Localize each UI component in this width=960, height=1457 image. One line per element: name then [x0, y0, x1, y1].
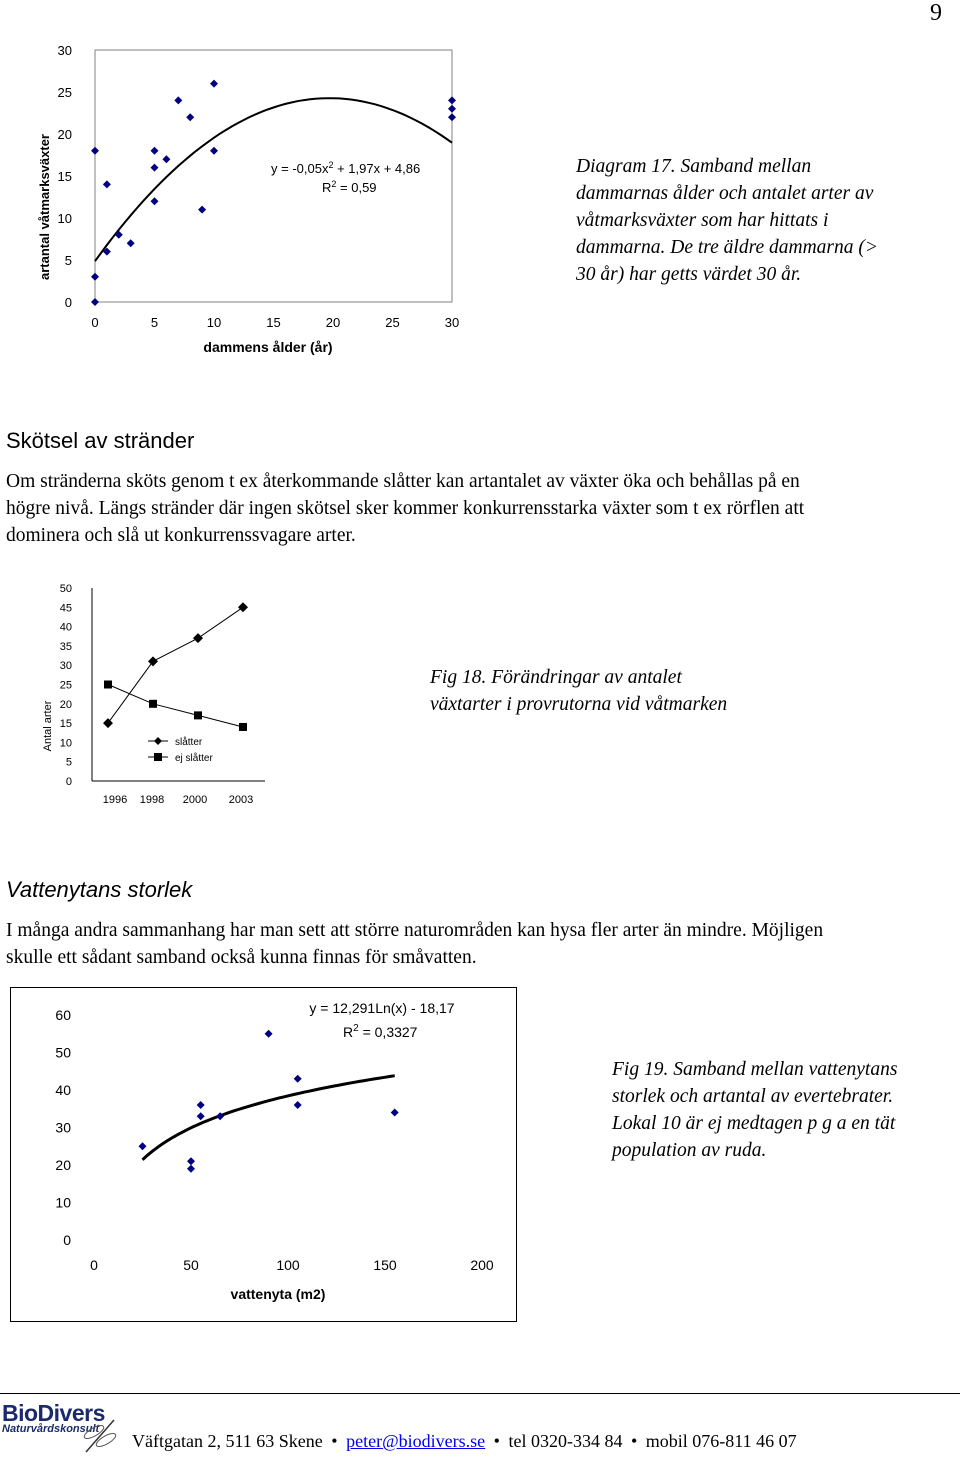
area-species-chart: [10, 987, 520, 1323]
caption-line: växtarter i provrutorna vid våtmarken: [430, 694, 728, 715]
plot-area: [95, 50, 452, 302]
caption-line: Diagram 17. Samband mellan: [576, 156, 812, 177]
footer-divider: [0, 1393, 960, 1394]
x-tick-label: 25: [385, 315, 400, 330]
data-point: [103, 718, 113, 728]
x-tick-label: 15: [266, 315, 281, 330]
y-tick-label: 20: [59, 698, 72, 711]
x-tick-label: 50: [183, 1257, 199, 1273]
data-point: [294, 1075, 302, 1083]
paragraph-line: skulle ett sådant samband också kunna finnas för småvatten.: [6, 947, 477, 968]
data-point: [448, 96, 456, 104]
water-size-paragraph: [6, 917, 823, 971]
shore-care-paragraph: [6, 468, 804, 549]
data-point: [127, 239, 135, 247]
y-tick-label: 20: [55, 1157, 71, 1173]
y-tick-label: 30: [55, 1119, 71, 1136]
chart3-xlabel: vattenyta (m2): [230, 1286, 326, 1302]
y-tick-label: 15: [59, 718, 72, 731]
legend-label: ej slåtter: [175, 753, 213, 764]
chart1-r2-value: = 0,59: [336, 180, 377, 195]
paragraph-line: I många andra sammanhang har man sett att större naturområden kan hysa fler arter än mindre. Möjligen: [6, 920, 824, 941]
logo-main-text: BioDivers: [2, 1400, 105, 1426]
data-point: [174, 96, 182, 104]
page-number: 9: [930, 0, 942, 26]
caption-line: 30 år) har getts värdet 30 år.: [576, 264, 802, 285]
dragonfly-icon: [80, 1414, 120, 1456]
species-change-chart: [30, 576, 280, 816]
caption-line: dammarnas ålder och antalet arter av: [576, 183, 874, 204]
y-tick-label: 25: [57, 85, 72, 100]
data-point: [194, 711, 202, 719]
x-tick-label: 20: [325, 315, 341, 330]
paragraph-line: dominera och slå ut konkurrenssvagare arter.: [6, 525, 356, 546]
legend-marker: [154, 753, 162, 761]
x-tick-label: 200: [470, 1257, 494, 1273]
data-point: [91, 298, 99, 306]
data-point: [148, 656, 158, 666]
y-tick-label: 30: [57, 43, 72, 58]
legend: [148, 736, 213, 764]
data-point: [186, 113, 194, 121]
fig18-caption: [430, 664, 727, 718]
x-tick-label: 2000: [182, 794, 208, 806]
y-tick-label: 30: [59, 660, 72, 673]
data-point: [91, 273, 99, 281]
paragraph-line: Om stränderna sköts genom t ex återkommande slåtter kan artantalet av växter öka och behållas på en: [6, 471, 800, 492]
y-tick-label: 10: [59, 737, 72, 750]
y-tick-label: 0: [64, 295, 72, 310]
y-tick-label: 20: [57, 127, 72, 142]
data-point: [448, 105, 456, 113]
chart1-r2-sup: 2: [331, 179, 337, 189]
footer-mobile: mobil 076-811 46 07: [645, 1431, 797, 1451]
data-point: [197, 1101, 205, 1109]
age-species-chart: [0, 30, 480, 360]
chart1-eq-tail: + 1,97x + 4,86: [333, 161, 421, 176]
x-tick-label: 5: [150, 315, 159, 330]
y-tick-label: 50: [59, 583, 72, 595]
y-tick-label: 40: [55, 1082, 71, 1098]
y-tick-label: 0: [65, 776, 72, 788]
footer-address: Väftgatan 2, 511 63 Skene: [132, 1431, 323, 1451]
data-point: [149, 700, 157, 708]
bullet-separator: •: [493, 1431, 500, 1451]
y-tick-label: 45: [59, 602, 72, 615]
section-heading-water-size: Vattenytans storlek: [6, 877, 193, 902]
chart3-r2-value: = 0,3327: [358, 1024, 418, 1040]
x-tick-label: 0: [90, 1257, 98, 1273]
data-point: [139, 1142, 147, 1150]
data-point: [162, 155, 170, 163]
trendline: [95, 98, 452, 261]
chart3-r2: [343, 1023, 418, 1040]
data-point: [197, 1112, 205, 1120]
chart1-ylabel: artantal våtmarksväxter: [37, 134, 52, 280]
chart2-ylabel: Antal arter: [42, 700, 54, 752]
chart1-equation: [271, 160, 420, 176]
x-tick-label: 10: [206, 315, 222, 330]
bullet-separator: •: [331, 1431, 338, 1451]
caption-line: dammarna. De tre äldre dammarna (>: [576, 237, 879, 258]
bullet-separator: •: [630, 1431, 638, 1451]
x-tick-label: 30: [444, 315, 460, 330]
x-tick-label: 2003: [228, 794, 254, 806]
y-tick-label: 15: [57, 169, 72, 184]
trendline: [143, 1076, 395, 1160]
section-heading-shore-care: Skötsel av stränder: [6, 428, 195, 453]
data-point: [193, 633, 203, 643]
data-point: [210, 147, 218, 155]
data-point: [265, 1030, 273, 1038]
x-tick-label: 150: [373, 1257, 397, 1273]
series-line: [108, 685, 243, 728]
y-tick-label: 10: [57, 211, 72, 226]
y-tick-label: 10: [55, 1194, 71, 1211]
biodivers-logo: [2, 1400, 105, 1435]
chart1-r2-prefix: R: [322, 180, 332, 195]
data-point: [448, 113, 456, 121]
diagram17-caption: [576, 153, 878, 288]
y-tick-label: 40: [59, 621, 72, 634]
y-tick-label: 35: [59, 640, 72, 653]
chart1-r2: [322, 179, 377, 195]
x-tick-label: 1996: [102, 794, 128, 806]
paragraph-line: högre nivå. Längs stränder där ingen skötsel sker kommer konkurrensstarka växter som t ex rörflen att: [6, 498, 805, 519]
y-tick-label: 5: [64, 253, 72, 268]
footer-contact: [132, 1431, 797, 1452]
chart1-eq-sup: 2: [328, 160, 334, 170]
data-point: [151, 147, 159, 155]
caption-line: Fig 19. Samband mellan vattenytans: [612, 1059, 898, 1080]
chart3-frame: [11, 988, 517, 1322]
data-point: [103, 180, 111, 188]
series-line: [108, 607, 243, 723]
data-point: [151, 197, 159, 205]
data-point: [91, 147, 99, 155]
chart1-eq-main: y = -0,05x: [271, 161, 329, 176]
y-tick-label: 50: [55, 1044, 71, 1061]
y-tick-label: 5: [65, 756, 72, 769]
data-point: [391, 1109, 399, 1117]
caption-line: våtmarksväxter som har hittats i: [576, 210, 829, 231]
logo-sub-text: Naturvårdskonsult: [2, 1423, 100, 1435]
data-point: [239, 723, 247, 731]
footer-phone: tel 0320-334 84: [508, 1431, 623, 1451]
data-point: [104, 681, 112, 689]
data-point: [187, 1157, 195, 1165]
y-tick-label: 0: [63, 1232, 71, 1248]
legend-label: slåtter: [175, 737, 203, 748]
x-tick-label: 100: [276, 1257, 300, 1273]
caption-line: storlek och artantal av evertebrater.: [612, 1086, 894, 1107]
data-point: [187, 1165, 195, 1173]
chart3-r2-sup: 2: [353, 1023, 359, 1034]
data-point: [198, 206, 206, 214]
fig19-caption: [612, 1056, 897, 1164]
legend-marker: [154, 737, 162, 745]
data-point: [294, 1101, 302, 1109]
y-tick-label: 60: [55, 1007, 71, 1023]
data-point: [151, 164, 159, 172]
caption-line: population av ruda.: [612, 1140, 767, 1161]
y-tick-label: 25: [59, 679, 72, 692]
x-tick-label: 0: [91, 315, 99, 330]
x-tick-label: 1998: [139, 794, 165, 806]
caption-line: Lokal 10 är ej medtagen p g a en tät: [612, 1113, 896, 1134]
data-point: [210, 80, 218, 88]
email-link[interactable]: peter@biodivers.se: [346, 1431, 486, 1451]
caption-line: Fig 18. Förändringar av antalet: [430, 667, 682, 688]
data-point: [238, 602, 248, 612]
chart1-xlabel: dammens ålder (år): [203, 339, 333, 355]
chart3-equation: y = 12,291Ln(x) - 18,17: [309, 1000, 455, 1016]
chart3-r2-prefix: R: [343, 1024, 354, 1040]
